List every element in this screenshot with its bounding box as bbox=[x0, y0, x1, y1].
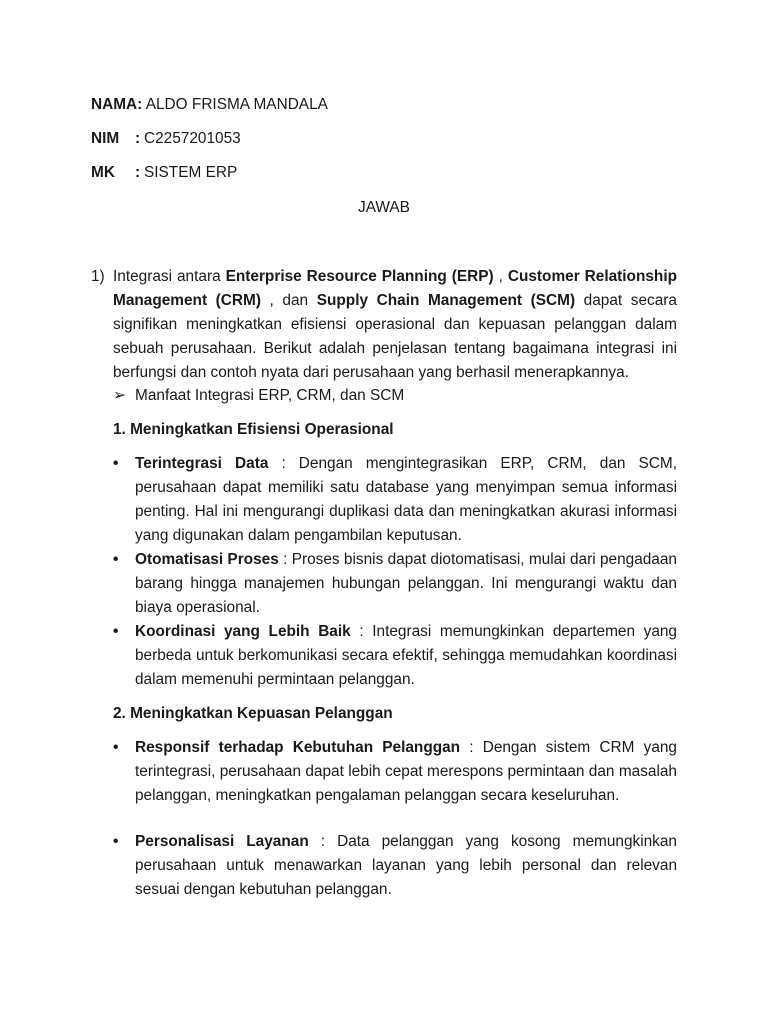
question-number: 1) bbox=[91, 268, 105, 285]
section-heading: 1. Meningkatkan Efisiensi Operasional bbox=[113, 421, 394, 438]
separator-2: , dan bbox=[260, 292, 317, 309]
list-item bbox=[113, 830, 677, 902]
bullet-description: : Dengan mengintegrasikan ERP, CRM, dan SCM, perusahaan dapat memiliki satu database yang menyimpan semua informasi penting. Hal ini mengurangi duplikasi data dan meningkatkan akurasi informasi yang digunakan dalam pengambilan keputusan. bbox=[135, 455, 677, 544]
intro-text-1: Integrasi antara bbox=[113, 268, 226, 285]
separator-1: , bbox=[493, 268, 508, 285]
mk-colon: : bbox=[135, 164, 141, 181]
bullet-icon: • bbox=[113, 551, 119, 568]
mk-line bbox=[91, 163, 391, 183]
bullet-description: : Proses bisnis dapat diotomatisasi, mulai dari pengadaan barang hingga manajemen hubungan pelanggan. Ini mengurangi waktu dan biaya operasional. bbox=[135, 551, 677, 616]
list-item bbox=[113, 452, 677, 548]
name-label: NAMA: bbox=[91, 96, 143, 113]
nim-line bbox=[91, 129, 391, 149]
bullet-description: : Data pelanggan yang kosong memungkinkan perusahaan untuk menawarkan layanan yang lebih personal dan relevan sesuai dengan kebutuhan pelanggan. bbox=[135, 833, 677, 898]
crm-term: Customer Relationship Management (CRM) bbox=[113, 268, 677, 309]
bullet-description: : Integrasi memungkinkan departemen yang berbeda untuk berkomunikasi secara efektif, sehingga memudahkan koordinasi dalam memenuhi permintaan pelanggan. bbox=[135, 623, 677, 688]
nim-label: NIM bbox=[91, 130, 120, 147]
arrow-list-item bbox=[113, 384, 404, 408]
bullet-term: Otomatisasi Proses bbox=[135, 551, 279, 568]
arrow-bullet-icon: ➢ bbox=[113, 387, 126, 404]
name-line bbox=[91, 95, 328, 115]
bullet-icon: • bbox=[113, 739, 119, 756]
bullet-term: Terintegrasi Data bbox=[135, 455, 269, 472]
bullet-term: Personalisasi Layanan bbox=[135, 833, 309, 850]
scm-term: Supply Chain Management (SCM) bbox=[316, 292, 576, 309]
bullet-term: Koordinasi yang Lebih Baik bbox=[135, 623, 351, 640]
section-heading: 2. Meningkatkan Kepuasan Pelanggan bbox=[113, 705, 393, 722]
bullet-icon: • bbox=[113, 455, 119, 472]
mk-label: MK bbox=[91, 164, 115, 181]
nim-colon: : bbox=[135, 130, 141, 147]
question-paragraph bbox=[113, 265, 677, 385]
mk-value: SISTEM ERP bbox=[144, 164, 238, 181]
intro-text-2: dapat secara signifikan meningkatkan efisiensi operasional dan kepuasan pelanggan dalam sebuah perusahaan. Berikut adalah penjelasan tentang bagaimana integrasi ini berfungsi dan contoh nyata dari perusahaan yang berhasil menerapkannya. bbox=[113, 292, 677, 381]
list-item bbox=[113, 620, 677, 692]
arrow-item-text: Manfaat Integrasi ERP, CRM, dan SCM bbox=[135, 387, 405, 404]
erp-term: Enterprise Resource Planning (ERP) bbox=[225, 268, 494, 285]
bullet-term: Responsif terhadap Kebutuhan Pelanggan bbox=[135, 739, 461, 756]
jawab-heading: JAWAB bbox=[358, 199, 410, 216]
name-value: ALDO FRISMA MANDALA bbox=[145, 96, 328, 113]
bullet-icon: • bbox=[113, 833, 119, 850]
list-item-text bbox=[135, 736, 677, 808]
bullet-description: : Dengan sistem CRM yang terintegrasi, perusahaan dapat lebih cepat merespons permintaan dan masalah pelanggan, meningkatkan pengalaman pelanggan secara keseluruhan. bbox=[135, 739, 677, 804]
list-item-text bbox=[135, 830, 677, 902]
list-item-text bbox=[135, 548, 677, 620]
bullet-icon: • bbox=[113, 623, 119, 640]
list-item bbox=[113, 548, 677, 620]
list-item-text bbox=[135, 452, 677, 548]
list-item bbox=[113, 736, 677, 808]
nim-value: C2257201053 bbox=[144, 130, 241, 147]
list-item-text bbox=[135, 620, 677, 692]
